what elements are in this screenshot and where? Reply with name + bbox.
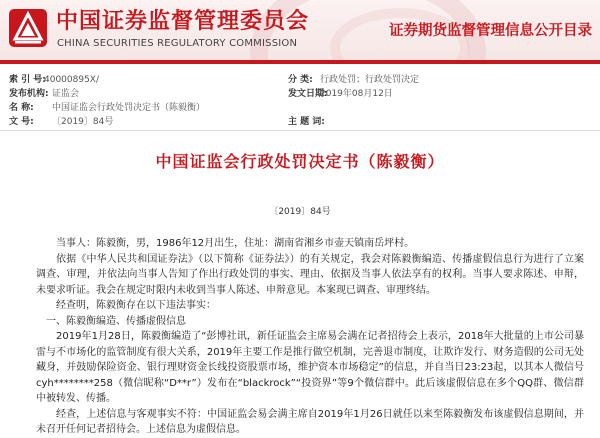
- name-label: 名 称:: [9, 103, 34, 113]
- name-value: 中国证监会行政处罚决定书（陈毅衡）: [52, 103, 206, 113]
- index-value: 40000895X/: [44, 75, 100, 85]
- header-divider: [0, 60, 600, 64]
- category-label: 分 类:: [288, 75, 313, 85]
- document-metadata: [0, 73, 600, 129]
- csrc-logo-icon[interactable]: [8, 8, 48, 48]
- date-value: 2019年08月12日: [320, 89, 393, 99]
- paragraph-verification: 经查，上述信息与客观事实不符：中国证监会易会满主席自2019年1月26日就任以来至陈毅衡发布该虚假信息期间，并未召开任何记者招待会。上述信息为虚假信息。: [36, 408, 584, 435]
- meta-row-docno: [0, 115, 600, 129]
- index-label: 索 引 号:: [9, 75, 46, 85]
- paragraph-findings-intro: 经查明，陈毅衡存在以下违法事实：: [56, 300, 216, 311]
- document-number: 〔2019〕84号: [269, 207, 331, 217]
- meta-row-name: [0, 101, 600, 115]
- meta-divider: [0, 130, 600, 131]
- paragraph-facts: 2019年1月28日，陈毅衡编造了“彭博社讯，新任证监会主席易会满在记者招待会上表示，2018年大批量的上市公司暴雷与不市场化的监管制度有很大关系，2019年主要工作是推行做空机制，完善退市制度，让欺诈发行、财务造假的公司无处藏身，并鼓励保险资金、银行理财资金长线投资股票市场，维护资本市场稳定”的信息，并自当日23:23起，以其本人微信号cyh********258（微信昵称“D**r”）发布在“blackrock”“投资界”等9个微信群中。此后该虚假信息在多个QQ群、微信群中被转发、传播。: [36, 331, 584, 404]
- site-header: [0, 0, 600, 60]
- section-heading: 一、陈毅衡编造、传播虚假信息: [46, 315, 186, 327]
- docno-label: 文 号:: [9, 117, 34, 127]
- org-name-cn[interactable]: 中国证券监督管理委员会: [56, 9, 310, 34]
- catalog-title[interactable]: 证券期货监督管理信息公开目录: [389, 23, 592, 39]
- publisher-label: 发布机构:: [9, 89, 49, 99]
- document-title: 中国证监会行政处罚决定书（陈毅衡）: [155, 152, 445, 171]
- paragraph-party: 当事人：陈毅衡，男，1986年12月出生，住址：湖南省湘乡市壶天镇南岳坪村。: [56, 238, 415, 249]
- meta-row-publisher: [0, 87, 600, 101]
- publisher-link[interactable]: 证监会: [52, 89, 80, 99]
- meta-row-index: [0, 73, 600, 87]
- date-label: 发文日期:: [288, 89, 328, 99]
- document-body: [36, 236, 584, 438]
- category-value: 行政处罚；行政处罚决定: [320, 75, 420, 85]
- docno-value: 〔2019〕84号: [52, 117, 114, 127]
- org-name-en: CHINA SECURITIES REGULATORY COMMISSION: [57, 38, 298, 49]
- keyword-label: 主 题 词:: [288, 117, 325, 127]
- paragraph-basis: 依据《中华人民共和国证券法》（以下简称《证券法》）的有关规定，我会对陈毅衡编造、传播虚假信息行为进行了立案调查、审理，并依法向当事人告知了作出行政处罚的事实、理由、依据及当事人依法享有的权利。当事人要求陈述、申辩，未要求听证。我会在规定时限内未收到当事人陈述、申辩意见。本案现已调查、审理终结。: [36, 253, 584, 296]
